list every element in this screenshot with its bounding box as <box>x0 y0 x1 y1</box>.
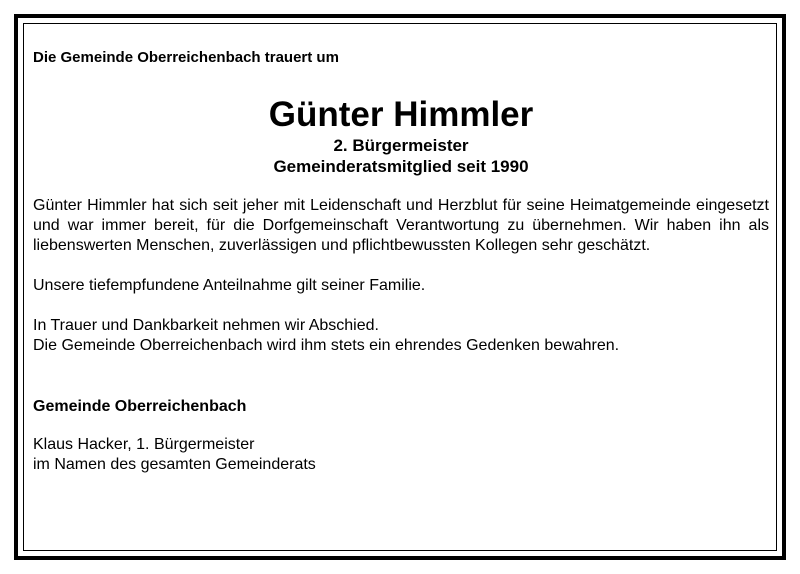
intro-line: Die Gemeinde Oberreichenbach trauert um <box>33 49 339 66</box>
farewell-line: In Trauer und Dankbarkeit nehmen wir Abschied. <box>33 317 379 334</box>
remembrance-line: Die Gemeinde Oberreichenbach wird ihm stets ein ehrendes Gedenken bewahren. <box>33 337 620 354</box>
council-membership: Gemeinderatsmitglied seit 1990 <box>273 157 529 176</box>
obituary-content <box>33 49 769 475</box>
condolence-paragraph: Unsere tiefempfundene Anteilnahme gilt seiner Familie. <box>33 277 426 294</box>
signatory-capacity: im Namen des gesamten Gemeinderats <box>33 456 316 473</box>
role-title: 2. Bürgermeister <box>333 136 469 155</box>
deceased-name: Günter Himmler <box>268 95 534 134</box>
signatory-name: Klaus Hacker, 1. Bürgermeister <box>33 436 255 453</box>
tribute-paragraph: Günter Himmler hat sich seit jeher mit Leidenschaft und Herzblut für seine Heimatgemeinde eingesetzt und war immer bereit, für die Dorfgemeinschaft Verantwortung zu übernehmen. Wir haben ihn als liebenswerten Menschen, zuverlässigen und pflichtbewussten Kollegen sehr geschätzt. <box>33 197 769 254</box>
signature-block <box>33 435 769 475</box>
organization-name: Gemeinde Oberreichenbach <box>33 398 247 415</box>
farewell-paragraph <box>33 316 769 356</box>
